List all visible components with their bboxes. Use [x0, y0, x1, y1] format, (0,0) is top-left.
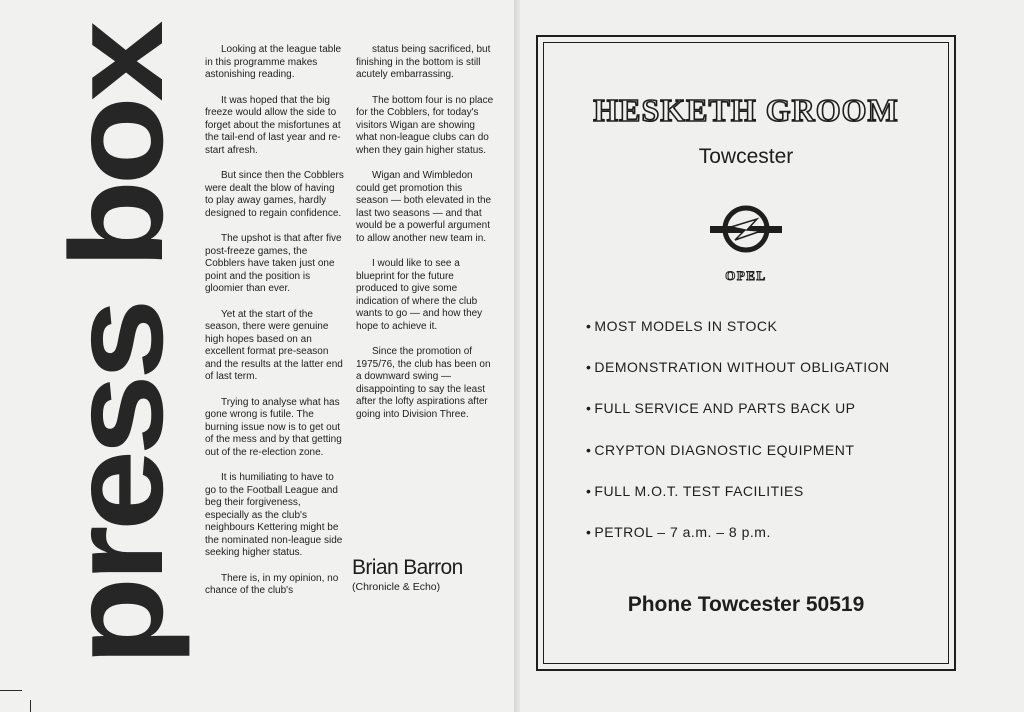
- feature-item: • FULL M.O.T. TEST FACILITIES: [586, 482, 890, 523]
- corner-mark: [30, 700, 31, 712]
- feature-item: • MOST MODELS IN STOCK: [586, 317, 890, 358]
- article-paragraph: It is humiliating to have to go to the Football League and beg their forgiveness, especially as the club's neighbours Kettering might be the nominated non-league side seeking higher status.: [205, 472, 343, 558]
- article-column-1: [205, 44, 345, 611]
- article-paragraph: Since the promotion of 1975/76, the club has been on a downward swing — disappointing to say the least after the lofty aspirations after going into Division Three.: [356, 346, 491, 420]
- advert-phone: Phone Towcester 50519: [627, 593, 865, 616]
- article-column-2: [356, 44, 496, 434]
- advert-title: HESKETH GROOM: [593, 92, 899, 128]
- article-paragraph: Wigan and Wimbledon could get promotion this season — both elevated in the last two seasons — and that would be a powerful argument to allow another new team in.: [356, 170, 492, 244]
- feature-item: • FULL SERVICE AND PARTS BACK UP: [586, 399, 890, 440]
- feature-item: • PETROL – 7 a.m. – 8 p.m.: [586, 523, 890, 564]
- article-paragraph: Yet at the start of the season, there were genuine high hopes based on an excellent format pre-season and the results at the latter end of last term.: [205, 308, 343, 382]
- brand-name: OPEL: [725, 268, 767, 283]
- press-box-title: press box: [43, 87, 190, 666]
- advert-frame: [536, 35, 956, 671]
- article-paragraph: The upshot is that after five post-freeze games, the Cobblers have taken just one point and the position is gloomier than ever.: [205, 233, 342, 294]
- article-paragraph: I would like to see a blueprint for the future produced to give some indication of where the club wants to go — and how they hope to achieve it.: [356, 258, 483, 332]
- article-paragraph: There is, in my opinion, no chance of the club's: [205, 572, 339, 596]
- opel-lightning-logo-icon: [701, 197, 791, 265]
- press-box-header: [43, 18, 190, 668]
- press-box-title-graphic: [43, 18, 190, 668]
- author-source: (Chronicle & Echo): [352, 581, 441, 593]
- article-paragraph: Looking at the league table in this programme makes astonishing reading.: [205, 44, 342, 80]
- brand-logo: [538, 197, 954, 284]
- article-paragraph: The bottom four is no place for the Cobblers, for today's visitors Wigan are showing what non-league clubs can do when they gain higher status.: [356, 94, 494, 156]
- corner-mark: [0, 690, 22, 691]
- byline: [352, 556, 463, 593]
- advert-town: Towcester: [698, 145, 794, 168]
- feature-list: [586, 317, 890, 564]
- author-name: Brian Barron: [352, 556, 463, 579]
- article-paragraph: It was hoped that the big freeze would allow the side to forget about the misfortunes at the tail-end of last year and re-start afresh.: [205, 94, 341, 156]
- feature-item: • CRYPTON DIAGNOSTIC EQUIPMENT: [586, 441, 890, 482]
- article-paragraph: Trying to analyse what has gone wrong is futile. The burning issue now is to get out of the mess and by that getting out of the re-election zone.: [205, 396, 342, 458]
- feature-item: • DEMONSTRATION WITHOUT OBLIGATION: [586, 358, 890, 399]
- article-paragraph: But since then the Cobblers were dealt the blow of having to play away games, hardly designed to regain confidence.: [205, 170, 344, 219]
- article-paragraph: status being sacrificed, but finishing in the bottom is still acutely embarrassing.: [356, 44, 491, 80]
